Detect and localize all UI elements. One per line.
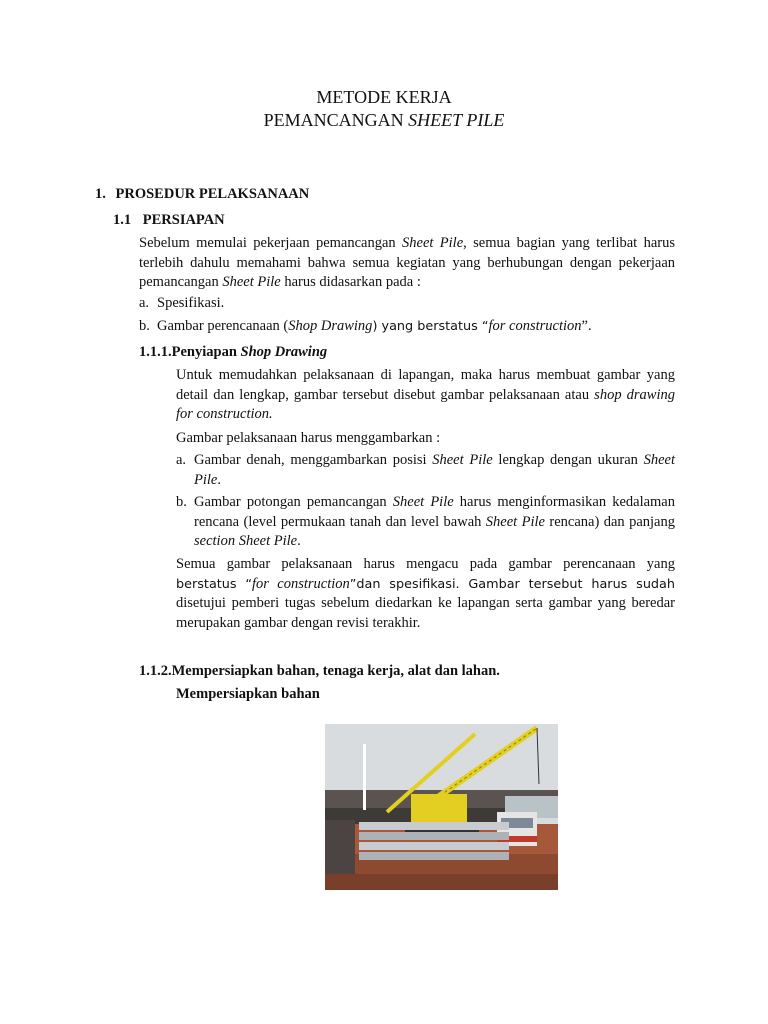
sub-1-1-2-subheading: Mempersiapkan bahan (176, 686, 320, 702)
construction-site-illustration (325, 724, 558, 890)
text-run: Gambar perencanaan ( (157, 318, 289, 334)
text-run-italic: for construction (252, 575, 350, 592)
text-run-italic: Sheet Pile (432, 452, 493, 468)
heading-text: Mempersiapkan bahan, tenaga kerja, alat dan lahan. (171, 663, 500, 679)
crane-body (411, 794, 467, 824)
sub-1-1-1-closing (176, 555, 675, 633)
sub-1-1-1-heading (139, 344, 327, 361)
subtitle-italic: SHEET PILE (408, 110, 505, 130)
heading-text: Penyiapan (171, 344, 241, 360)
sub-1-1-title: PERSIAPAN (142, 212, 225, 228)
text-run-italic: section Sheet Pile (194, 533, 298, 549)
sub-1-1-2-heading (139, 663, 500, 680)
list-marker: b. (176, 494, 187, 510)
section-1-title: PROSEDUR PELAKSANAAN (115, 186, 310, 202)
construction-site-photo (325, 724, 558, 890)
list-item (176, 451, 675, 490)
sheet-pile-stack (359, 822, 509, 830)
list-text (176, 493, 675, 552)
section-1-number: 1. (95, 186, 106, 202)
section-1-heading (95, 186, 309, 203)
list-marker: a. (176, 452, 187, 468)
sub-1-1-number: 1.1 (113, 212, 132, 228)
text-run: ”. (581, 318, 592, 334)
text-run: Gambar potongan pemancangan (194, 494, 393, 510)
sub-1-1-1-paragraph (176, 366, 675, 425)
list-marker: b. (139, 318, 150, 334)
text-run-italic: Sheet Pile (222, 274, 281, 290)
sub-1-1-1-number: 1.1.1. (139, 344, 172, 360)
list-text (139, 317, 675, 337)
list-text: Spesifikasi. (157, 295, 225, 311)
list-text (176, 451, 675, 490)
text-run: ) yang berstatus “ (372, 319, 489, 334)
text-run: ”dan spesifikasi. Gambar tersebut harus sudah (349, 576, 676, 592)
heading-text-italic: Shop Drawing (240, 344, 328, 360)
text-run: lengkap dengan ukuran (492, 452, 644, 468)
text-run: harus didasarkan pada : (280, 274, 421, 290)
text-run-italic: for construction (488, 318, 582, 334)
text-run-italic: Sheet Pile (194, 452, 675, 488)
text-run: harus menginformasikan kedalaman rencana (level permukaan tanah dan level bawah (194, 494, 675, 530)
text-run: . (217, 471, 221, 488)
sub-1-1-2-number: 1.1.2. (139, 663, 172, 679)
text-run: rencana) dan panjang (544, 513, 675, 530)
sub-1-1-1-intro: Gambar pelaksanaan harus menggambarkan : (176, 430, 441, 446)
sub-1-1-paragraph (139, 234, 675, 293)
mast (363, 744, 366, 810)
subtitle-prefix: PEMANCANGAN (263, 110, 409, 130)
foreground-soil (325, 874, 558, 890)
text-run: . (297, 533, 301, 549)
list-item (139, 317, 675, 337)
text-run-italic: Sheet Pile (485, 513, 545, 530)
sheet-pile-stack (359, 832, 509, 840)
list-item (176, 493, 675, 552)
text-run: , semua bagian yang terlibat harus terlebih dahulu memahami bahwa semua kegiatan yang berhubungan dengan pekerjaan pemancangan (139, 235, 675, 290)
text-run: Untuk memudahkan pelaksanaan di lapangan, maka harus membuat gambar yang detail dan lengkap, gambar tersebut disebut gambar pelaksanaan atau (176, 367, 675, 403)
sheet-pile-stack (359, 852, 509, 860)
text-run: Semua gambar pelaksanaan harus mengacu pada gambar perencanaan yang (176, 556, 675, 572)
document-title: METODE KERJA (316, 87, 452, 107)
text-run: berstatus “ (176, 576, 253, 592)
text-run: disetujui pemberi tugas sebelum diedarkan ke lapangan serta gambar yang beredar merupakan gambar dengan revisi terakhir. (176, 595, 675, 631)
list-marker: a. (139, 295, 150, 311)
sub-1-1-heading (113, 212, 225, 229)
text-run: Gambar denah, menggambarkan posisi (194, 452, 433, 468)
text-run-italic: shop drawing for construction. (176, 386, 675, 422)
document-subtitle (0, 110, 768, 131)
list-item (139, 294, 675, 314)
text-run-italic: Sheet Pile (392, 494, 454, 510)
text-run-italic: Sheet Pile (402, 235, 464, 251)
text-run-italic: Shop Drawing (288, 318, 373, 334)
text-run: Sebelum memulai pekerjaan pemancangan (139, 235, 403, 251)
sheet-pile-stack (359, 842, 509, 850)
